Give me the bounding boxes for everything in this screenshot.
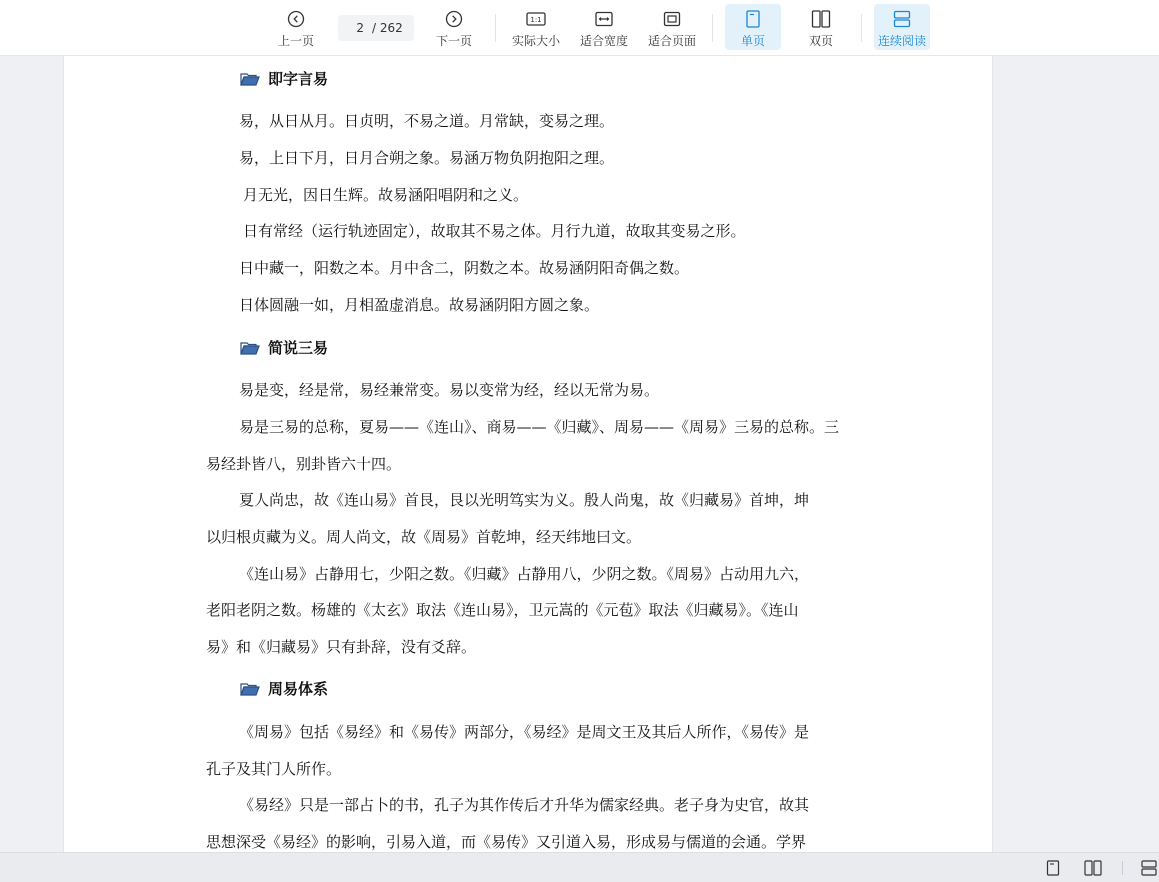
text-line: 《周易》包括《易经》和《易传》两部分，《易经》是周文王及其后人所作，《易传》是: [239, 723, 810, 741]
folder-open-icon: [240, 681, 260, 697]
toolbar-divider: [861, 14, 862, 42]
section-heading: [240, 68, 328, 89]
double-page-icon: [811, 8, 831, 30]
text-line: 易是变，经是常，易经兼常变。易以变常为经，经以无常为易。: [239, 381, 660, 399]
text-line: 夏人尚忠，故《连山易》首艮，艮以光明笃实为义。殷人尚鬼，故《归藏易》首坤，坤: [239, 491, 810, 509]
text-line: 《易经》只是一部占卜的书，孔子为其作传后才升华为儒家经典。老子身为史官，故其: [239, 796, 810, 814]
continuous-read-icon: [1141, 860, 1157, 876]
single-page-button[interactable]: [725, 4, 781, 50]
text-line: 易经卦皆八，别卦皆六十四。: [206, 455, 402, 473]
toolbar-divider: [495, 14, 496, 42]
text-line: 老阳老阴之数。杨雄的《太玄》取法《连山易》，卫元嵩的《元苞》取法《归藏易》。《连山: [206, 601, 799, 619]
next-page-button[interactable]: [432, 4, 476, 50]
fit-page-button[interactable]: [644, 4, 700, 50]
single-page-label: 单页: [740, 34, 765, 48]
continuous-read-icon: [893, 8, 911, 30]
svg-text:1:1: 1:1: [530, 16, 542, 24]
actual-size-label: 实际大小: [511, 34, 560, 48]
reader-toolbar: [0, 0, 1159, 56]
fit-width-label: 适合宽度: [579, 34, 628, 48]
folder-open-icon: [240, 71, 260, 87]
fit-width-icon: [594, 8, 614, 30]
text-line: 日有常经（运行轨迹固定），故取其不易之体。月行九道，故取其变易之形。: [243, 222, 746, 240]
total-pages: / 262: [372, 21, 403, 35]
double-page-button[interactable]: [793, 4, 849, 50]
actual-size-icon: [526, 8, 546, 30]
fit-page-icon: [662, 8, 682, 30]
section-heading: [240, 337, 328, 358]
text-line: 易，从日从月。日贞明，不易之道。月常缺，变易之理。: [239, 112, 615, 130]
section-heading-text: 即字言易: [268, 70, 329, 88]
status-double-page-button[interactable]: [1084, 859, 1102, 877]
continuous-read-button[interactable]: [874, 4, 930, 50]
text-line: 日体圆融一如，月相盈虚消息。故易涵阴阳方圆之象。: [239, 296, 600, 314]
text-line: 易》和《归藏易》只有卦辞，没有爻辞。: [206, 638, 477, 656]
status-single-page-button[interactable]: [1044, 859, 1062, 877]
section-heading: [240, 678, 328, 699]
chevron-right-circle-icon: [445, 8, 463, 30]
status-continuous-read-button[interactable]: [1140, 859, 1158, 877]
status-bar: [0, 852, 1159, 882]
chevron-left-circle-icon: [287, 8, 305, 30]
text-line: 日中藏一，阳数之本。月中含二，阴数之本。故易涵阴阳奇偶之数。: [239, 259, 690, 277]
page-indicator: [338, 15, 414, 41]
single-page-icon: [1046, 860, 1060, 876]
text-line: 孔子及其门人所作。: [206, 760, 342, 778]
folder-open-icon: [240, 340, 260, 356]
next-page-label: 下一页: [435, 34, 472, 48]
current-page-input[interactable]: 2: [356, 21, 364, 35]
text-line: 易是三易的总称，夏易——《连山》、商易——《归藏》、周易——《周易》三易的总称。三: [239, 418, 840, 436]
section-heading-text: 周易体系: [268, 680, 329, 698]
fit-width-button[interactable]: [576, 4, 632, 50]
text-line: 月无光，因日生辉。故易涵阳唱阴和之义。: [243, 186, 529, 204]
prev-page-label: 上一页: [277, 34, 314, 48]
double-page-label: 双页: [808, 34, 833, 48]
double-page-icon: [1084, 860, 1102, 876]
text-line: 以归根贞藏为义。周人尚文，故《周易》首乾坤，经天纬地曰文。: [206, 528, 642, 546]
status-divider: [1122, 861, 1123, 875]
text-line: 《连山易》占静用七，少阳之数。《归藏》占静用八，少阴之数。《周易》占动用九六，: [239, 565, 810, 583]
section-heading-text: 简说三易: [268, 339, 329, 357]
actual-size-button[interactable]: [508, 4, 564, 50]
prev-page-button[interactable]: [274, 4, 318, 50]
toolbar-divider: [712, 14, 713, 42]
text-line: 易，上日下月，日月合朔之象。易涵万物负阴抱阳之理。: [239, 149, 615, 167]
single-page-icon: [745, 8, 761, 30]
document-page: [63, 56, 993, 852]
fit-page-label: 适合页面: [647, 34, 696, 48]
text-line: 思想深受《易经》的影响，引易入道，而《易传》又引道入易，形成易与儒道的会通。学界: [206, 833, 807, 851]
continuous-read-label: 连续阅读: [877, 34, 926, 48]
